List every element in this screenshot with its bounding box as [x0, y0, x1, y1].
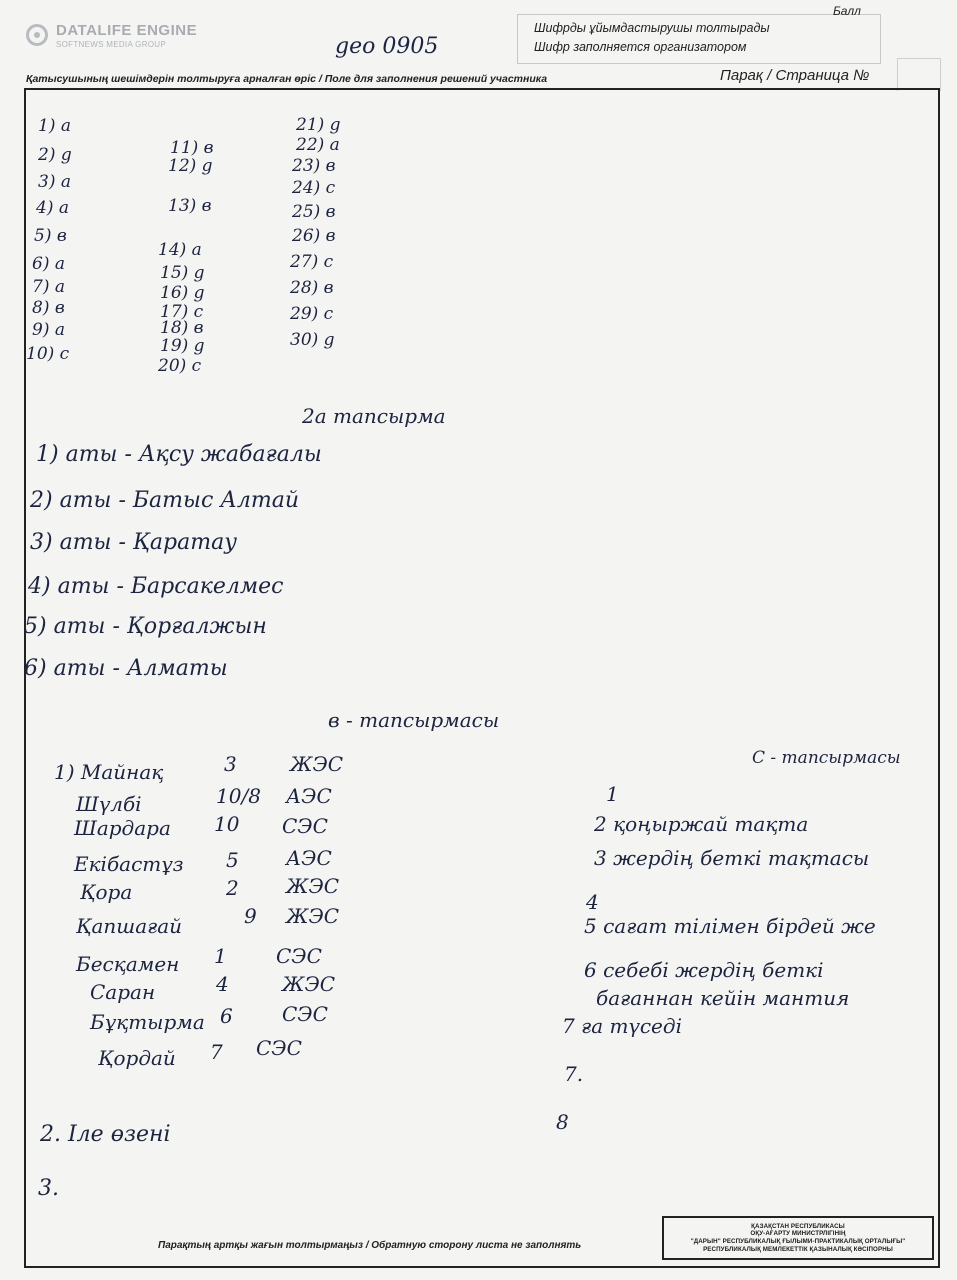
answer-item: 17) c	[160, 302, 204, 322]
answer-item: 18) в	[160, 318, 204, 338]
answer-item: 27) c	[290, 252, 334, 272]
task-c-item: 6 себебі жердің беткі	[584, 958, 824, 982]
task-2a-item: 2) аты - Батыс Алтай	[30, 488, 300, 513]
plant-type: ЖЭС	[282, 972, 336, 996]
plant-name: Қапшағай	[76, 914, 183, 938]
logo-icon	[26, 24, 48, 46]
answer-item: 24) c	[292, 178, 336, 198]
answer-item: 12) g	[168, 156, 213, 176]
plant-name: Қора	[80, 880, 133, 904]
score-label: Балл	[833, 4, 861, 18]
plant-number: 4	[216, 972, 229, 996]
answer-item: 14) a	[158, 240, 202, 260]
task-c-item: 2 қоңыржай тақта	[594, 812, 809, 836]
stamp-line: ОҚУ-АҒАРТУ МИНИСТРЛІГІНІҢ	[750, 1230, 846, 1238]
answer-item: 16) g	[160, 283, 205, 303]
plant-name: Шардара	[74, 816, 171, 840]
plant-type: АЭС	[286, 846, 332, 870]
answer-item: 26) в	[292, 226, 336, 246]
task-c-item: 7 ға түседі	[562, 1014, 682, 1038]
cipher-line-ru: Шифр заполняется организатором	[534, 40, 747, 54]
answer-item: 13) в	[168, 196, 212, 216]
plant-type: ЖЭС	[286, 904, 340, 928]
task-c-item: 4	[586, 890, 599, 914]
answer-item: 3) a	[38, 172, 71, 192]
task-c-item: 1	[606, 782, 619, 806]
stamp-line: "ДАРЫН" РЕСПУБЛИКАЛЫҚ ҒЫЛЫМИ-ПРАКТИКАЛЫҚ ОРТАЛЫҒЫ"	[690, 1238, 906, 1245]
plant-name: Бесқамен	[76, 952, 180, 976]
task-c-title: С - тапсырмасы	[752, 748, 901, 768]
plant-number: 5	[226, 848, 239, 872]
plant-number: 2	[226, 876, 239, 900]
task-b-line3: 3.	[38, 1176, 59, 1201]
stamp-line: ҚАЗАҚСТАН РЕСПУБЛИКАСЫ	[751, 1222, 845, 1230]
answer-item: 10) c	[26, 344, 70, 364]
stamp-line: РЕСПУБЛИКАЛЫҚ МЕМЛЕКЕТТІК ҚАЗЫНАЛЫҚ КӘСІПОРНЫ	[703, 1245, 893, 1253]
task-b-title: в - тапсырмасы	[328, 708, 500, 732]
plant-name: Шүлбі	[76, 792, 142, 816]
answer-item: 4) a	[36, 198, 69, 218]
task-2a-item: 4) аты - Барсакелмес	[28, 574, 284, 599]
answer-item: 30) g	[290, 330, 335, 350]
plant-number: 9	[244, 904, 257, 928]
plant-number: 7	[210, 1040, 223, 1064]
field-label: Қатысушының шешімдерін толтыруға арналған өріс / Поле для заполнения решений участника	[26, 73, 548, 85]
task-2a-item: 3) аты - Қаратау	[30, 530, 237, 555]
footer-notice: Парақтың артқы жағын толтырмаңыз / Обратную сторону листа не заполнять	[158, 1240, 582, 1251]
plant-number: 10/8	[216, 784, 261, 808]
answer-item: 5) в	[34, 226, 67, 246]
answer-item: 11) в	[170, 138, 214, 158]
page-number-label: Парақ / Страница №	[720, 67, 870, 84]
logo-subtitle: SOFTNEWS MEDIA GROUP	[56, 40, 167, 49]
plant-type: СЭС	[256, 1036, 302, 1060]
task-c-item: 3 жердің беткі тақтасы	[594, 846, 870, 870]
plant-name: 1) Майнақ	[54, 760, 164, 784]
logo-title: DATALIFE ENGINE	[56, 22, 198, 39]
answer-item: 2) g	[38, 145, 72, 165]
answer-item: 19) g	[160, 336, 205, 356]
plant-number: 10	[214, 812, 240, 836]
answer-item: 22) a	[296, 135, 340, 155]
plant-type: СЭС	[276, 944, 322, 968]
answer-item: 23) в	[292, 156, 336, 176]
organization-stamp	[662, 1216, 934, 1260]
plant-type: АЭС	[286, 784, 332, 808]
answer-item: 20) c	[158, 356, 202, 376]
task-2a-item: 1) аты - Ақсу жабағалы	[36, 442, 322, 467]
task-c-item: 7.	[564, 1062, 584, 1086]
task-b-line2: 2. Іле өзені	[40, 1122, 171, 1147]
answer-item: 9) a	[32, 320, 65, 340]
answer-item: 1) a	[38, 116, 71, 136]
score-box	[897, 58, 941, 91]
plant-number: 6	[220, 1004, 233, 1028]
answer-item: 15) g	[160, 263, 205, 283]
plant-type: СЭС	[282, 814, 328, 838]
participant-code: geo 0905	[335, 34, 439, 59]
plant-type: ЖЭС	[286, 874, 340, 898]
answer-item: 21) g	[296, 115, 341, 135]
task-c-item: 8	[556, 1110, 569, 1134]
task-c-item: 5 сағат тілімен бірдей же	[584, 914, 876, 938]
answer-item: 25) в	[292, 202, 336, 222]
task-2a-item: 5) аты - Қорғалжын	[24, 614, 267, 639]
plant-type: СЭС	[282, 1002, 328, 1026]
plant-number: 3	[224, 752, 237, 776]
plant-type: ЖЭС	[290, 752, 344, 776]
cipher-box	[517, 14, 881, 64]
plant-name: Екібастұз	[74, 852, 184, 876]
answer-item: 28) в	[290, 278, 334, 298]
cipher-line-kz: Шифрды ұйымдастырушы толтырады	[534, 21, 770, 35]
task-c-item: бағаннан кейін мантия	[596, 986, 850, 1010]
plant-name: Саран	[90, 980, 156, 1004]
task-2a-title: 2а тапсырма	[302, 404, 446, 428]
answer-item: 29) c	[290, 304, 334, 324]
answer-item: 8) в	[32, 298, 65, 318]
answer-item: 6) a	[32, 254, 65, 274]
task-2a-item: 6) аты - Алматы	[24, 656, 228, 681]
plant-name: Қордай	[98, 1046, 176, 1070]
plant-number: 1	[214, 944, 227, 968]
plant-name: Бұқтырма	[90, 1010, 205, 1034]
answer-item: 7) a	[32, 277, 65, 297]
